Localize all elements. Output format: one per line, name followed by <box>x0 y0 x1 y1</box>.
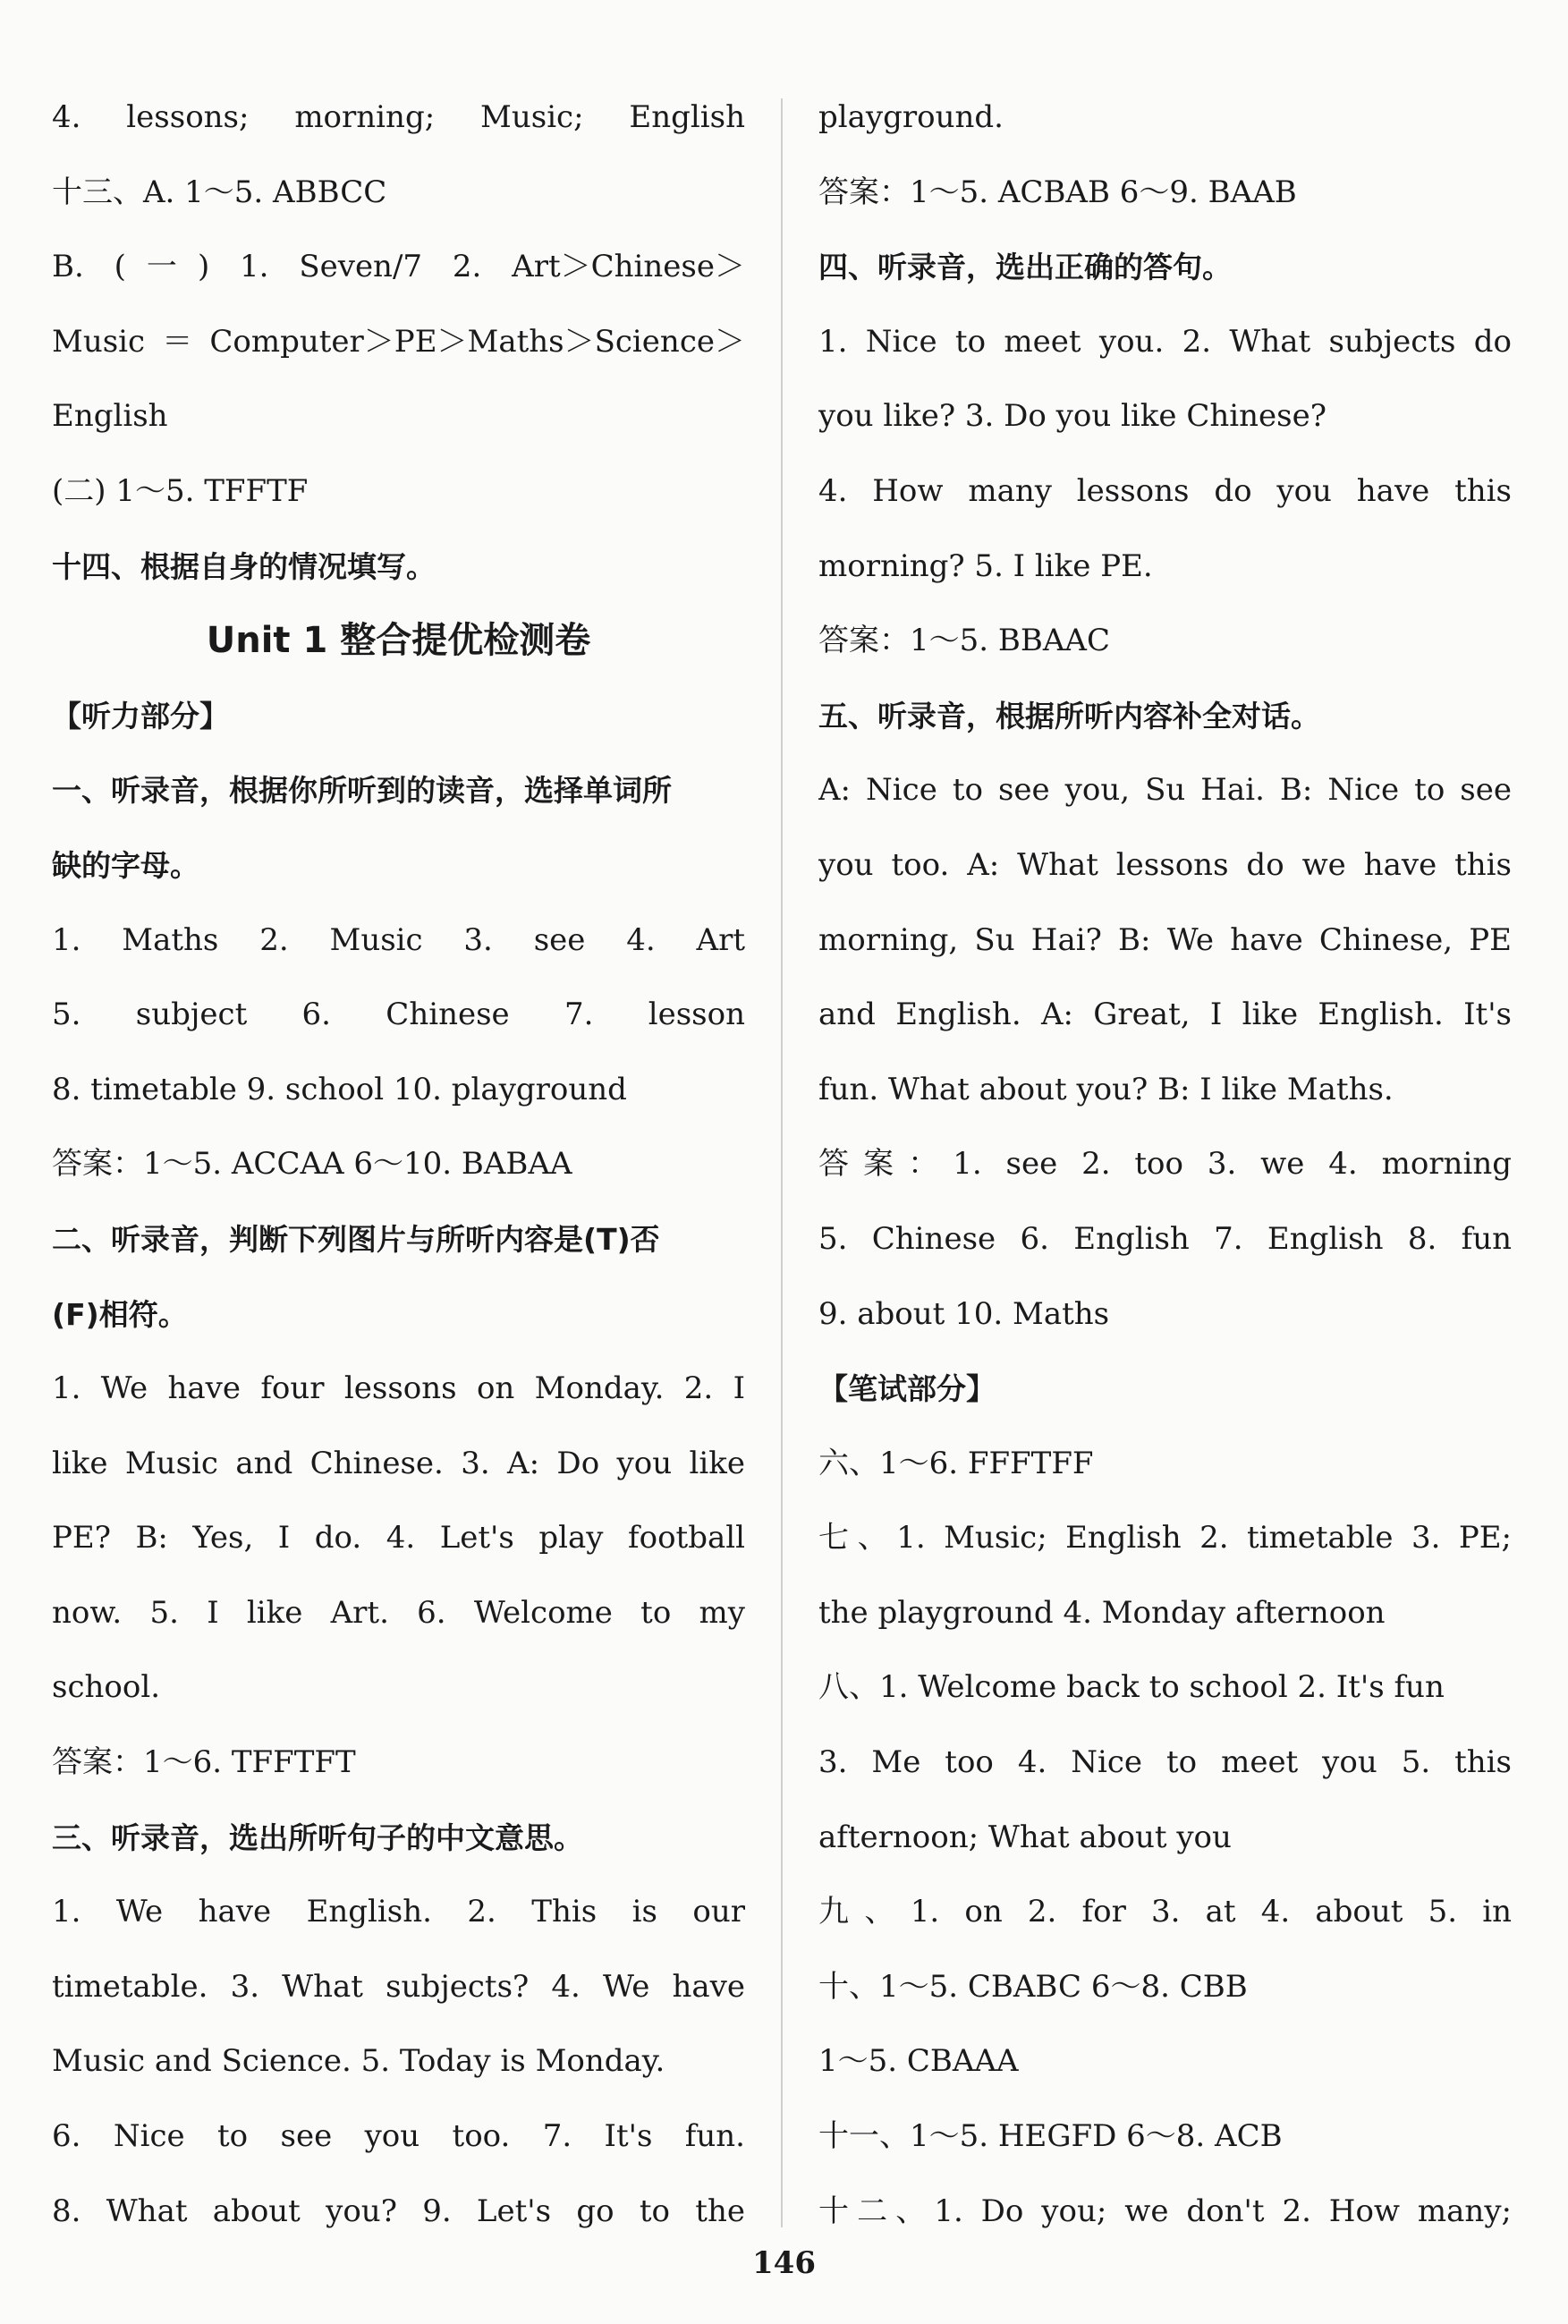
text-line: you like? 3. Do you like Chinese? <box>818 398 1326 435</box>
text-line: now. 5. I like Art. 6. Welcome to my <box>52 1594 745 1631</box>
section-title: Unit 1 整合提优检测卷 <box>206 620 591 662</box>
page-number: 146 <box>752 2245 816 2281</box>
section-heading: 缺的字母。 <box>52 847 199 883</box>
text-line: 答案：1～5. ACCAA 6～10. BABAA <box>52 1146 572 1183</box>
section-heading: (F)相符。 <box>52 1296 188 1332</box>
section-heading: 四、听录音，选出正确的答句。 <box>818 250 1232 285</box>
section-heading: 三、听录音，选出所听句子的中文意思。 <box>52 1819 583 1855</box>
text-line: 1. We have English. 2. This is our <box>52 1894 745 1930</box>
text-line: school. <box>52 1669 161 1706</box>
text-line: 八、1. Welcome back to school 2. It's fun <box>818 1669 1445 1706</box>
text-line: Music and Science. 5. Today is Monday. <box>52 2043 665 2080</box>
text-line: PE? B: Yes, I do. 4. Let's play football <box>52 1520 745 1556</box>
column-divider <box>781 98 783 2227</box>
text-line: 1. Nice to meet you. 2. What subjects do <box>818 323 1512 360</box>
text-line: like Music and Chinese. 3. A: Do you like <box>52 1445 745 1481</box>
text-line: 六、1～6. FFFTFF <box>818 1445 1094 1481</box>
text-line: 答案：1～6. TFFTFT <box>52 1744 356 1781</box>
text-line: and English. A: Great, I like English. It's <box>818 997 1512 1033</box>
section-heading: 二、听录音，判断下列图片与所听内容是(T)否 <box>52 1221 660 1257</box>
text-line: timetable. 3. What subjects? 4. We have <box>52 1968 745 2005</box>
text-line: 1. We have four lessons on Monday. 2. I <box>52 1370 745 1407</box>
text-line: morning? 5. I like PE. <box>818 547 1153 584</box>
section-heading: 五、听录音，根据所听内容补全对话。 <box>818 698 1320 734</box>
text-line: 1. Maths 2. Music 3. see 4. Art <box>52 921 745 958</box>
text-line: you too. A: What lessons do we have this <box>818 846 1512 883</box>
text-line: 答案：1～5. BBAAC <box>818 623 1110 659</box>
text-line: morning, Su Hai? B: We have Chinese, PE <box>818 921 1512 958</box>
left-column <box>52 81 745 2249</box>
text-line: afternoon; What about you <box>818 1819 1232 1855</box>
text-line: 十一、1～5. HEGFD 6～8. ACB <box>818 2118 1283 2155</box>
text-line: English <box>52 398 168 435</box>
text-line: 1～5. CBAAA <box>818 2043 1019 2080</box>
text-line: playground. <box>818 99 1004 135</box>
text-line: B. (一) 1. Seven/7 2. Art＞Chinese＞ <box>52 249 745 285</box>
text-line: 十三、A. 1～5. ABBCC <box>52 174 387 210</box>
text-line: 3. Me too 4. Nice to meet you 5. this <box>818 1744 1512 1781</box>
text-line: 答案：1. see 2. too 3. we 4. morning <box>818 1146 1512 1183</box>
text-line: 答案：1～5. ACBAB 6～9. BAAB <box>818 174 1297 210</box>
text-line: 4. How many lessons do you have this <box>818 472 1512 509</box>
text-line: 十二、1. Do you; we don't 2. How many; <box>818 2193 1512 2229</box>
section-heading: 【笔试部分】 <box>818 1371 996 1407</box>
text-line: 9. about 10. Maths <box>818 1295 1110 1332</box>
text-line: 8. timetable 9. school 10. playground <box>52 1071 627 1107</box>
section-heading: 一、听录音，根据你所听到的读音，选择单词所 <box>52 773 672 809</box>
text-line: 6. Nice to see you too. 7. It's fun. <box>52 2118 745 2155</box>
text-line: 七、1. Music; English 2. timetable 3. PE; <box>818 1520 1512 1556</box>
text-line: fun. What about you? B: I like Maths. <box>818 1071 1394 1107</box>
section-heading: 【听力部分】 <box>52 698 229 734</box>
text-line: (二) 1～5. TFFTF <box>52 472 309 509</box>
text-line: 十、1～5. CBABC 6～8. CBB <box>818 1968 1248 2005</box>
text-line: 8. What about you? 9. Let's go to the <box>52 2193 745 2229</box>
right-column <box>818 81 1512 2249</box>
text-line: the playground 4. Monday afternoon <box>818 1594 1386 1631</box>
text-line: 4. lessons; morning; Music; English <box>52 99 745 135</box>
text-line: 5. Chinese 6. English 7. English 8. fun <box>818 1220 1512 1257</box>
text-line: 九、1. on 2. for 3. at 4. about 5. in <box>818 1894 1512 1930</box>
text-line: Music＝Computer＞PE＞Maths＞Science＞ <box>52 323 745 360</box>
section-heading: 十四、根据自身的情况填写。 <box>52 548 436 584</box>
text-line: 5. subject 6. Chinese 7. lesson <box>52 997 745 1033</box>
text-line: A: Nice to see you, Su Hai. B: Nice to see <box>818 772 1512 809</box>
